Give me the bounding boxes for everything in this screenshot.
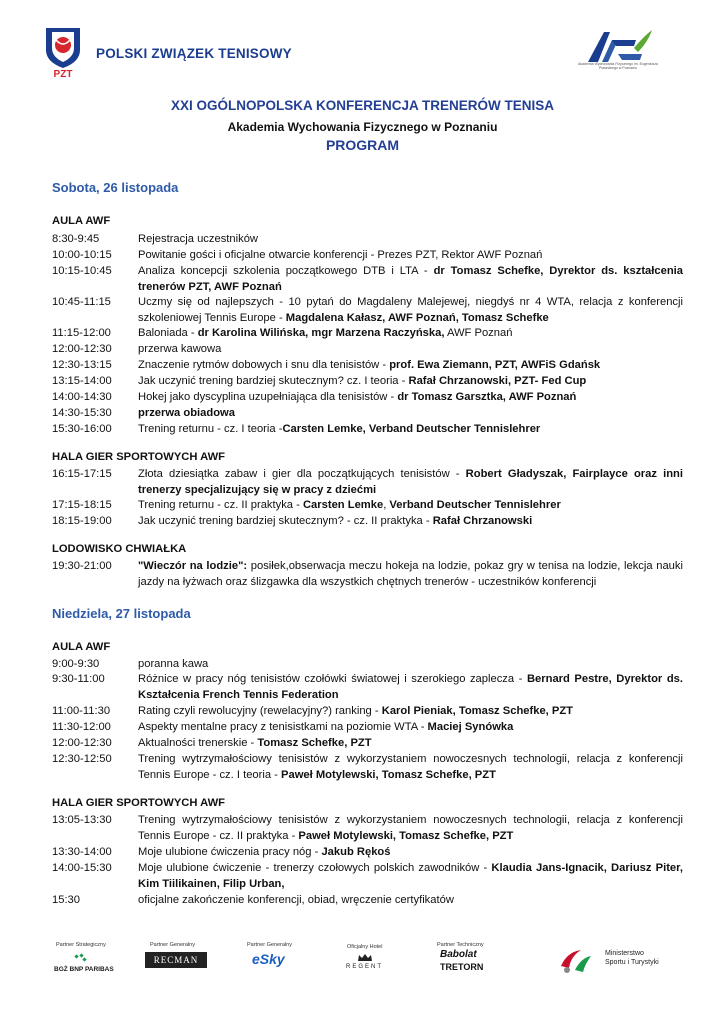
row-time: 11:00-11:30 (52, 705, 111, 717)
row-desc: Moje ulubione ćwiczenie - trenerzy czołowych polskich zawodników - Klaudia Jans-Ignacik, Dariusz Piter, Kim Tiilikainen, Filip Urban, (138, 862, 683, 890)
partner-babolat: Babolat (440, 949, 477, 960)
partner-esky: eSky (252, 951, 285, 967)
row-time: 9:00-9:30 (52, 658, 100, 670)
day1-venue-aula: AULA AWF (52, 215, 111, 227)
pzt-abbr: PZT (53, 69, 73, 78)
row-time: 11:30-12:00 (52, 721, 111, 733)
row-desc: Rejestracja uczestników (138, 233, 259, 245)
row-time: 10:45-11:15 (52, 296, 111, 308)
row-desc: Trening wytrzymałościowy tenisistów z wykorzystaniem nowoczesnych technologii, relacja z konferencji Tennis Europe - cz. II praktyka - Paweł Motylewski, Tomasz Schefke, PZT (138, 814, 683, 842)
row-desc: Moje ulubione ćwiczenia pracy nóg - Jakub Rękoś (138, 846, 391, 858)
row-desc: Trening returnu - cz. I teoria -Carsten Lemke, Verband Deutscher Tennislehrer (138, 423, 541, 435)
host-title: Akademia Wychowania Fizycznego w Poznaniu (227, 120, 498, 134)
row-time: 19:30-21:00 (52, 560, 112, 572)
row-desc: "Wieczór na lodzie": posiłek,obserwacja meczu hokeja na lodzie, pokaz gry w tenisa na lodzie, lekcja nauki jazdy na łyżwach oraz ślizgawka dla wszystkich chętnych trenerów - uczestników konferencji (138, 560, 683, 588)
row-time: 8:30-9:45 (52, 233, 100, 245)
row-time: 13:30-14:00 (52, 846, 112, 858)
day2-venue-aula: AULA AWF (52, 641, 111, 653)
day1-venue-hala: HALA GIER SPORTOWYCH AWF (52, 451, 225, 463)
row-time: 17:15-18:15 (52, 499, 112, 511)
row-desc: Uczmy się od najlepszych - 10 pytań do Magdaleny Malejewej, niegdyś nr 4 WTA, relacja z konferencji szkoleniowej Tennis Europe - Magdalena Kałasz, AWF Poznań, Tomasz Schefke (138, 296, 683, 324)
row-time: 16:15-17:15 (52, 468, 112, 480)
row-desc: poranna kawa (138, 658, 209, 670)
partner-label: Partner Techniczny (437, 942, 484, 948)
partner-label: Oficjalny Hotel (347, 944, 383, 950)
day2-venue-hala: HALA GIER SPORTOWYCH AWF (52, 797, 225, 809)
row-desc: Rating czyli rewolucyjny (rewelacyjny?) ranking - Karol Pieniak, Tomasz Schefke, PZT (138, 705, 574, 717)
program-title: PROGRAM (325, 137, 400, 153)
row-time: 14:00-14:30 (52, 391, 112, 403)
row-time: 15:30 (52, 894, 80, 906)
row-desc: Różnice w pracy nóg tenisistów czołówki światowej i szerokiego zaplecza - Bernard Pestre, Dyrektor ds. Kształcenia French Tennis Federation (138, 673, 683, 701)
partner-ministry-line2: Sportu i Turystyki (605, 959, 659, 966)
day2-heading: Niedziela, 27 listopada (52, 606, 191, 621)
day1-heading: Sobota, 26 listopada (52, 180, 179, 195)
row-desc: przerwa obiadowa (138, 407, 235, 419)
row-time: 15:30-16:00 (52, 423, 112, 435)
pzt-name: POLSKI ZWIĄZEK TENISOWY (96, 46, 292, 61)
row-desc: Jak uczynić trening bardziej skutecznym? - cz. II praktyka - Rafał Chrzanowski (138, 515, 533, 527)
awf-logo-icon (578, 26, 658, 78)
row-time: 14:30-15:30 (52, 407, 112, 419)
partner-ministry: Ministerstwo (605, 950, 644, 957)
row-time: 9:30-11:00 (52, 673, 105, 685)
conference-title: XXI OGÓLNOPOLSKA KONFERENCJA TRENERÓW TENISA (170, 98, 555, 113)
awf-caption: Akademia Wychowania Fizycznego im. Eugeniusza Piaseckiego w Poznaniu (578, 62, 658, 70)
row-time: 13:15-14:00 (52, 375, 112, 387)
row-desc: Znaczenie rytmów dobowych i snu dla tenisistów - prof. Ewa Ziemann, PZT, AWFiS Gdańsk (138, 359, 601, 371)
row-desc: przerwa kawowa (138, 343, 222, 355)
row-time: 12:00-12:30 (52, 343, 112, 355)
partner-label: Partner Strategiczny (56, 942, 106, 948)
partner-bnp: BGŻ BNP PARIBAS (54, 966, 114, 973)
row-desc: Trening wytrzymałościowy tenisistów z wykorzystaniem nowoczesnych technologii, relacja z konferencji Tennis Europe - cz. I teoria - Paweł Motylewski, Tomasz Schefke, PZT (138, 753, 683, 781)
row-time: 13:05-13:30 (52, 814, 112, 826)
row-time: 12:00-12:30 (52, 737, 112, 749)
row-desc: Trening returnu - cz. II praktyka - Carsten Lemke, Verband Deutscher Tennislehrer (138, 499, 561, 511)
partner-tretorn: TRETORN (440, 962, 484, 972)
row-time: 10:00-10:15 (52, 249, 112, 261)
row-time: 14:00-15:30 (52, 862, 112, 874)
row-desc: Aspekty mentalne pracy z tenisistkami na poziomie WTA - Maciej Synówka (138, 721, 514, 733)
partner-label: Partner Generalny (150, 942, 195, 948)
partner-recman: RECMAN (145, 952, 207, 968)
partners-strip (0, 938, 725, 998)
row-time: 18:15-19:00 (52, 515, 112, 527)
row-desc: Baloniada - dr Karolina Wilińska, mgr Marzena Raczyńska, AWF Poznań (138, 327, 513, 339)
row-time: 10:15-10:45 (52, 265, 112, 277)
ministry-emblem-icon (557, 946, 595, 976)
row-desc: Analiza koncepcji szkolenia początkowego DTB i LTA - dr Tomasz Schefke, Dyrektor ds. kształcenia trenerów PZT, AWF Poznań (138, 265, 683, 293)
partner-label: Partner Generalny (247, 942, 292, 948)
row-time: 11:15-12:00 (52, 327, 111, 339)
bnp-stars-icon (74, 953, 88, 965)
row-desc: Jak uczynić trening bardziej skutecznym? cz. I teoria - Rafał Chrzanowski, PZT- Fed Cup (138, 375, 587, 387)
row-time: 12:30-13:15 (52, 359, 112, 371)
row-desc: Powitanie gości i oficjalne otwarcie konferencji - Prezes PZT, Rektor AWF Poznań (138, 249, 543, 261)
pzt-logo-icon (44, 26, 82, 78)
regent-crown-icon (357, 953, 373, 962)
day1-venue-lodowisko: LODOWISKO CHWIAŁKA (52, 543, 187, 555)
partner-regent: REGENT (346, 964, 384, 970)
row-desc: Hokej jako dyscyplina uzupełniająca dla tenisistów - dr Tomasz Garsztka, AWF Poznań (138, 391, 577, 403)
row-desc: Złota dziesiątka zabaw i gier dla początkujących tenisistów - Robert Gładyszak, Fairplayce oraz inni trenerzy specjalizujący się w pracy z dziećmi (138, 468, 683, 496)
row-desc: oficjalne zakończenie konferencji, obiad, wręczenie certyfikatów (138, 894, 454, 906)
row-time: 12:30-12:50 (52, 753, 112, 765)
row-desc: Aktualności trenerskie - Tomasz Schefke, PZT (138, 737, 372, 749)
